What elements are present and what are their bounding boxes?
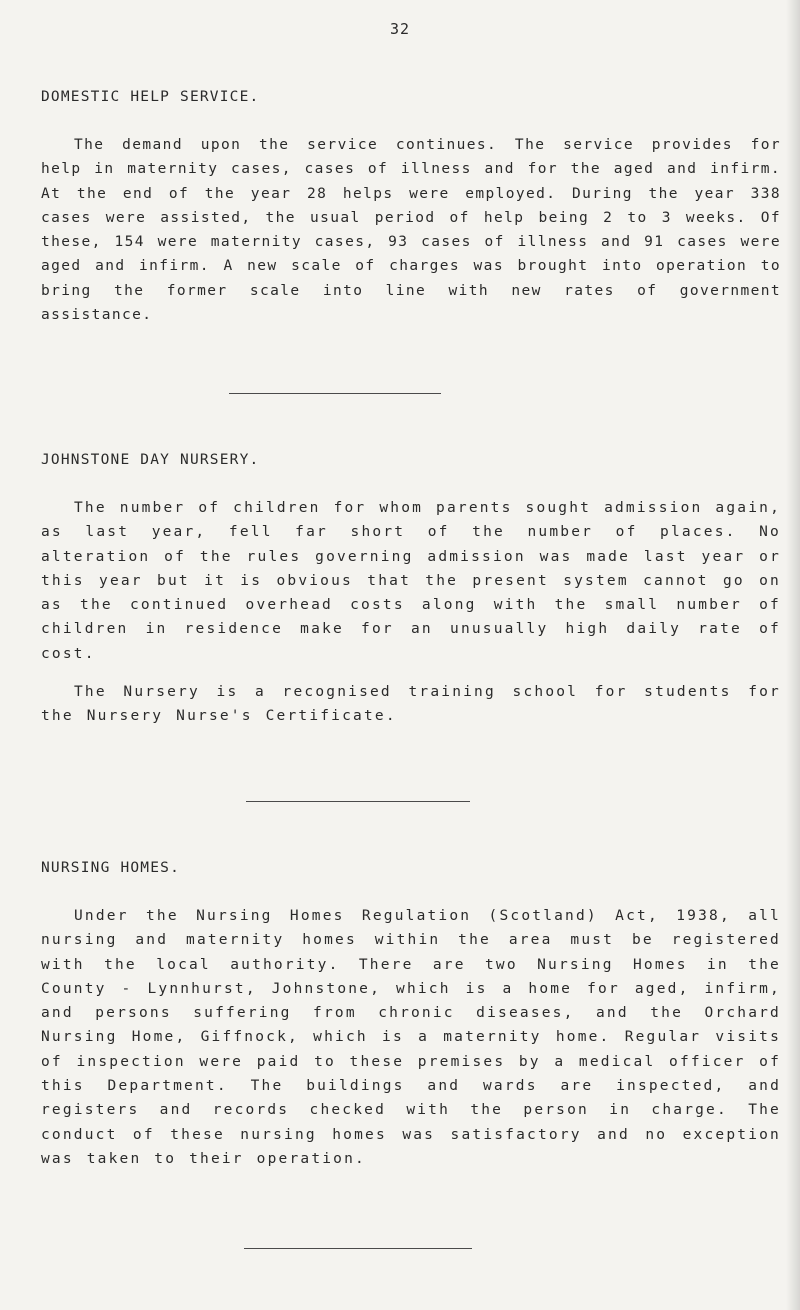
- section-heading-domestic-help: DOMESTIC HELP SERVICE.: [41, 89, 260, 105]
- domestic-help-paragraph: The demand upon the service continues. The service provides for help in maternity cases, cases of illness and for the aged and infirm. At the end of the year 28 helps were employed. During the year 338 cases were assisted, the usual period of help being 2 to 3 weeks. Of these, 154 were maternity cases, 93 cases of illness and 91 cases were aged and infirm. A new scale of charges was brought into operation to bring the former scale into line with new rates of government assistance.: [41, 137, 781, 324]
- page-number: 32: [389, 20, 411, 38]
- section-heading-day-nursery: JOHNSTONE DAY NURSERY.: [41, 452, 260, 468]
- day-nursery-paragraph-2: The Nursery is a recognised training school for students for the Nursery Nurse's Certificate.: [41, 684, 781, 725]
- day-nursery-paragraph-1: The number of children for whom parents sought admission again, as last year, fell far short of the number of places. No alteration of the rules governing admission was made last year or this year but it is obvious that the present system cannot go on as the continued overhead costs along with the small number of children in residence make for an unusually high daily rate of cost.: [41, 500, 781, 662]
- section-heading-nursing-homes: NURSING HOMES.: [41, 860, 181, 876]
- nursing-homes-paragraph: Under the Nursing Homes Regulation (Scotland) Act, 1938, all nursing and maternity homes within the area must be registered with the local authority. There are two Nursing Homes in the County - Lynnhurst, Johnstone, which is a home for aged, infirm, and persons suffering from chronic diseases, and the Orchard Nursing Home, Giffnock, which is a maternity home. Regular visits of inspection were paid to these premises by a medical officer of this Department. The buildings and wards are inspected, and registers and records checked with the person in charge. The conduct of these nursing homes was satisfactory and no exception was taken to their operation.: [41, 908, 781, 1167]
- section-divider: [244, 1248, 472, 1249]
- day-nursery-section: [41, 450, 781, 729]
- domestic-help-section: [41, 87, 781, 327]
- page-edge-shadow: [786, 0, 800, 1310]
- section-divider: [246, 801, 470, 802]
- section-divider: [229, 393, 441, 394]
- nursing-homes-section: [41, 858, 781, 1171]
